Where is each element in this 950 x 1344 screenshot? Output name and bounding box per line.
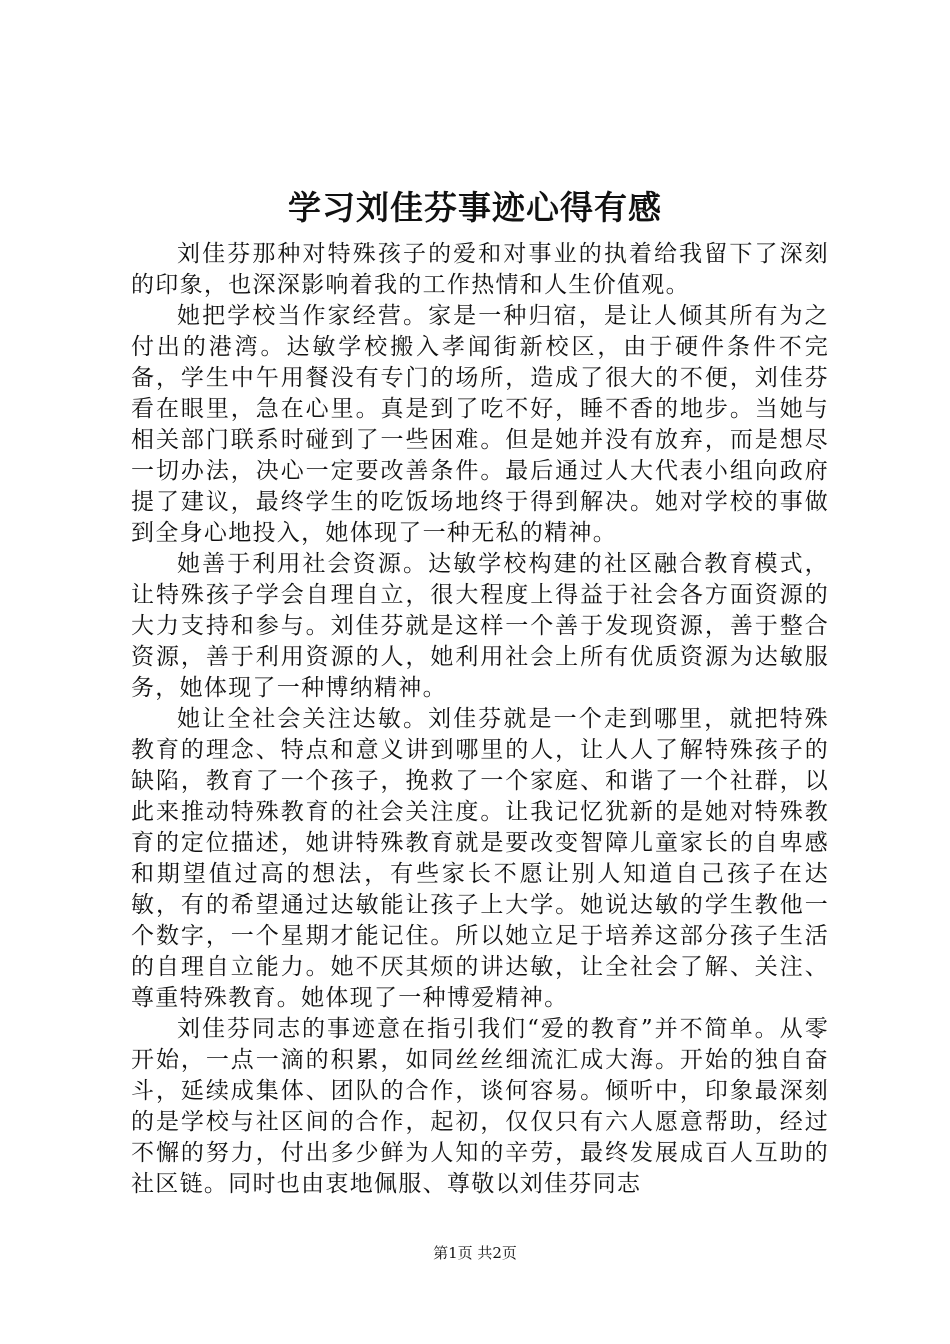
paragraph-4: 她让全社会关注达敏。刘佳芬就是一个走到哪里，就把特殊教育的理念、特点和意义讲到哪里的人，让人人了解特殊孩子的缺陷，教育了一个孩子，挽救了一个家庭、和谐了一个社群，以此来推动特殊教育的社会关注度。让我记忆犹新的是她对特殊教育的定位描述，她讲特殊教育就是要改变智障儿童家长的自卑感和期望值过高的想法，有些家长不愿让别人知道自己孩子在达敏，有的希望通过达敏能让孩子上大学。她说达敏的学生教他一个数字，一个星期才能记住。所以她立足于培养这部分孩子生活的自理自立能力。她不厌其烦的讲达敏，让全社会了解、关注、尊重特殊教育。她体现了一种博爱精神。: [131, 706, 829, 1011]
paragraph-2: 她把学校当作家经营。家是一种归宿，是让人倾其所有为之付出的港湾。达敏学校搬入孝闻街新校区，由于硬件条件不完备，学生中午用餐没有专门的场所，造成了很大的不便，刘佳芬看在眼里，急在心里。真是到了吃不好，睡不香的地步。当她与相关部门联系时碰到了一些困难。但是她并没有放弃，而是想尽一切办法，决心一定要改善条件。最后通过人大代表小组向政府提了建议，最终学生的吃饭场地终于得到解决。她对学校的事做到全身心地投入，她体现了一种无私的精神。: [131, 303, 829, 546]
page-number-footer: 第1页 共2页: [433, 1244, 517, 1262]
paragraph-5: 刘佳芬同志的事迹意在指引我们“爱的教育”并不简单。从零开始，一点一滴的积累，如同丝丝细流汇成大海。开始的独自奋斗，延续成集体、团队的合作，谈何容易。倾听中，印象最深刻的是学校与社区间的合作，起初，仅仅只有六人愿意帮助，经过不懈的努力，付出多少鲜为人知的辛劳，最终发展成百人互助的社区链。同时也由衷地佩服、尊敬以刘佳芬同志: [131, 1016, 829, 1197]
paragraph-3: 她善于利用社会资源。达敏学校构建的社区融合教育模式，让特殊孩子学会自理自立，很大程度上得益于社会各方面资源的大力支持和参与。刘佳芬就是这样一个善于发现资源，善于整合资源，善于利用资源的人，她利用社会上所有优质资源为达敏服务，她体现了一种博纳精神。: [131, 551, 829, 701]
document-body: [131, 239, 829, 1200]
document-title: 学习刘佳芬事迹心得有感: [288, 188, 662, 227]
paragraph-1: 刘佳芬那种对特殊孩子的爱和对事业的执着给我留下了深刻的印象，也深深影响着我的工作热情和人生价值观。: [131, 241, 829, 298]
